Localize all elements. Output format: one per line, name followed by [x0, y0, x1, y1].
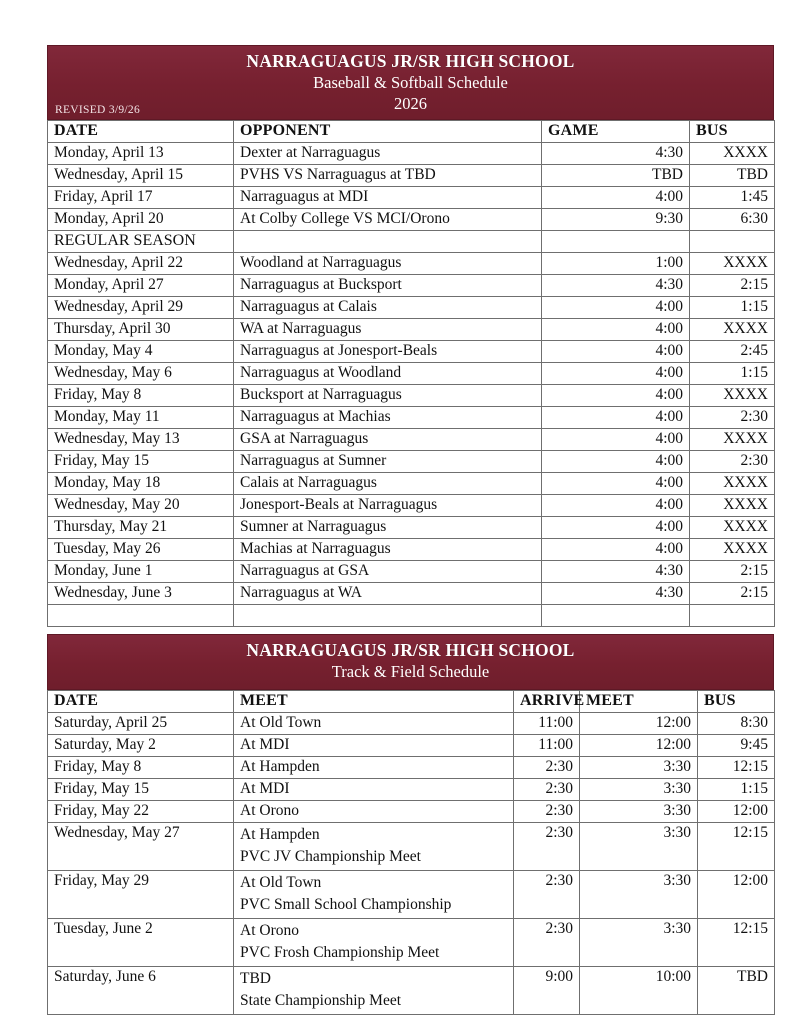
- cell-arrive: 2:30: [514, 800, 580, 822]
- cell-date: Monday, June 1: [48, 561, 234, 583]
- table-row: [48, 495, 775, 517]
- cell-game: 4:30: [542, 143, 690, 165]
- cell-date: Friday, May 22: [48, 800, 234, 822]
- cell-opponent: Narraguagus at MDI: [234, 187, 542, 209]
- cell-opponent: Narraguagus at Bucksport: [234, 275, 542, 297]
- cell-date: Thursday, April 30: [48, 319, 234, 341]
- cell-bus: 12:00: [698, 870, 775, 918]
- track-banner: [47, 634, 774, 690]
- header-bus: BUS: [698, 690, 775, 712]
- table-row: [48, 253, 775, 275]
- cell-bus: XXXX: [690, 385, 775, 407]
- cell-game: 4:00: [542, 517, 690, 539]
- table-row: [48, 297, 775, 319]
- cell-meet-line1: At Hampden: [240, 825, 320, 843]
- cell-meet-time: 3:30: [580, 822, 698, 870]
- cell-arrive: 2:30: [514, 756, 580, 778]
- cell-bus: XXXX: [690, 495, 775, 517]
- cell-meet-line2: PVC Small School Championship: [240, 895, 452, 913]
- table-row: [48, 473, 775, 495]
- cell-arrive: 2:30: [514, 822, 580, 870]
- cell-arrive: 11:00: [514, 734, 580, 756]
- cell-opponent: Sumner at Narraguagus: [234, 517, 542, 539]
- cell-bus: TBD: [690, 165, 775, 187]
- cell-game: 4:30: [542, 275, 690, 297]
- cell-opponent: PVHS VS Narraguagus at TBD: [234, 165, 542, 187]
- table-row: [48, 341, 775, 363]
- section-label-regular-season: REGULAR SEASON: [48, 231, 234, 253]
- spacer-row: [48, 605, 775, 627]
- table-row: [48, 385, 775, 407]
- cell-date: Wednesday, April 22: [48, 253, 234, 275]
- cell-game: TBD: [542, 165, 690, 187]
- cell-date: Wednesday, May 27: [48, 822, 234, 870]
- cell-meet: At Old Town: [234, 712, 514, 734]
- cell-date: Friday, May 15: [48, 778, 234, 800]
- table-row: [48, 583, 775, 605]
- cell-opponent: Calais at Narraguagus: [234, 473, 542, 495]
- cell-meet-line1: TBD: [240, 969, 271, 987]
- table-row: [48, 165, 775, 187]
- cell-bus: 12:15: [698, 822, 775, 870]
- cell-meet: [234, 918, 514, 966]
- cell-meet: At Orono: [234, 800, 514, 822]
- cell-game-empty: [542, 231, 690, 253]
- cell-date: Friday, May 8: [48, 756, 234, 778]
- table-row: [48, 275, 775, 297]
- cell-date: Monday, April 13: [48, 143, 234, 165]
- baseball-banner: [47, 45, 774, 120]
- cell-empty: [234, 605, 542, 627]
- cell-meet-time: 10:00: [580, 966, 698, 1014]
- cell-meet-time: 3:30: [580, 918, 698, 966]
- cell-game: 4:00: [542, 407, 690, 429]
- schedule-page: [47, 45, 774, 1015]
- cell-date: Tuesday, May 26: [48, 539, 234, 561]
- cell-bus: 1:15: [690, 363, 775, 385]
- cell-arrive: 2:30: [514, 870, 580, 918]
- table-row: [48, 143, 775, 165]
- cell-bus: 9:45: [698, 734, 775, 756]
- cell-meet-time: 3:30: [580, 756, 698, 778]
- cell-bus: XXXX: [690, 473, 775, 495]
- cell-game: 4:00: [542, 297, 690, 319]
- cell-bus: 2:15: [690, 561, 775, 583]
- cell-game: 4:00: [542, 429, 690, 451]
- cell-game: 4:00: [542, 539, 690, 561]
- track-school-title: NARRAGUAGUS JR/SR HIGH SCHOOL: [246, 640, 575, 661]
- cell-bus: 12:15: [698, 756, 775, 778]
- cell-opponent: Woodland at Narraguagus: [234, 253, 542, 275]
- cell-bus-empty: [690, 231, 775, 253]
- cell-date: Friday, May 29: [48, 870, 234, 918]
- cell-meet: At Hampden: [234, 756, 514, 778]
- cell-date: Tuesday, June 2: [48, 918, 234, 966]
- track-header-row: [48, 690, 775, 712]
- cell-bus: 6:30: [690, 209, 775, 231]
- cell-date: Monday, May 4: [48, 341, 234, 363]
- cell-date: Monday, May 11: [48, 407, 234, 429]
- cell-arrive: 2:30: [514, 778, 580, 800]
- cell-date: Wednesday, May 13: [48, 429, 234, 451]
- cell-empty: [48, 605, 234, 627]
- cell-opponent: GSA at Narraguagus: [234, 429, 542, 451]
- cell-opponent: Narraguagus at Jonesport-Beals: [234, 341, 542, 363]
- cell-bus: 1:15: [690, 297, 775, 319]
- cell-meet-line1: At Orono: [240, 921, 299, 939]
- baseball-body: [48, 143, 775, 627]
- cell-opponent: Narraguagus at WA: [234, 583, 542, 605]
- cell-bus: 2:30: [690, 451, 775, 473]
- cell-bus: XXXX: [690, 539, 775, 561]
- cell-bus: 12:15: [698, 918, 775, 966]
- header-date: DATE: [48, 121, 234, 143]
- baseball-header-row: [48, 121, 775, 143]
- table-row: [48, 918, 775, 966]
- table-row: [48, 363, 775, 385]
- table-row: [48, 800, 775, 822]
- revised-date-label: REVISED 3/9/26: [55, 104, 141, 117]
- baseball-school-title: NARRAGUAGUS JR/SR HIGH SCHOOL: [246, 51, 575, 71]
- cell-arrive: 9:00: [514, 966, 580, 1014]
- table-row: [48, 429, 775, 451]
- cell-date: Wednesday, May 20: [48, 495, 234, 517]
- cell-date: Friday, May 8: [48, 385, 234, 407]
- cell-game: 4:00: [542, 473, 690, 495]
- cell-meet: [234, 966, 514, 1014]
- cell-meet-line2: PVC JV Championship Meet: [240, 847, 421, 865]
- cell-meet-line2: State Championship Meet: [240, 991, 402, 1009]
- cell-game: 4:30: [542, 583, 690, 605]
- cell-empty: [690, 605, 775, 627]
- cell-bus: 1:15: [698, 778, 775, 800]
- cell-opponent: Narraguagus at Calais: [234, 297, 542, 319]
- table-row: [48, 712, 775, 734]
- cell-date: Friday, April 17: [48, 187, 234, 209]
- header-game: GAME: [542, 121, 690, 143]
- header-arrive: ARRIVE: [514, 690, 580, 712]
- cell-bus: XXXX: [690, 517, 775, 539]
- cell-opponent: Bucksport at Narraguagus: [234, 385, 542, 407]
- cell-game: 4:00: [542, 319, 690, 341]
- cell-game: 4:00: [542, 341, 690, 363]
- table-row: [48, 319, 775, 341]
- track-subtitle: Track & Field Schedule: [331, 662, 490, 682]
- table-row: [48, 539, 775, 561]
- cell-game: 9:30: [542, 209, 690, 231]
- track-body: [48, 712, 775, 1014]
- cell-bus: XXXX: [690, 429, 775, 451]
- cell-opponent: At Colby College VS MCI/Orono: [234, 209, 542, 231]
- cell-meet: [234, 822, 514, 870]
- table-row: [48, 966, 775, 1014]
- cell-meet: At MDI: [234, 734, 514, 756]
- header-meet-time: MEET: [580, 690, 698, 712]
- cell-date: Thursday, May 21: [48, 517, 234, 539]
- cell-opponent: Jonesport-Beals at Narraguagus: [234, 495, 542, 517]
- table-row: [48, 822, 775, 870]
- table-row: [48, 451, 775, 473]
- cell-date: Wednesday, June 3: [48, 583, 234, 605]
- cell-meet-time: 3:30: [580, 778, 698, 800]
- cell-date: Wednesday, May 6: [48, 363, 234, 385]
- cell-date: Friday, May 15: [48, 451, 234, 473]
- cell-bus: 12:00: [698, 800, 775, 822]
- table-row: [48, 734, 775, 756]
- cell-meet-line1: At Old Town: [240, 873, 322, 891]
- header-opponent: OPPONENT: [234, 121, 542, 143]
- cell-bus: XXXX: [690, 319, 775, 341]
- cell-date: Saturday, May 2: [48, 734, 234, 756]
- cell-date: Saturday, April 25: [48, 712, 234, 734]
- cell-date: Saturday, June 6: [48, 966, 234, 1014]
- baseball-schedule-table: [47, 120, 775, 627]
- cell-bus: XXXX: [690, 143, 775, 165]
- cell-bus: 2:15: [690, 583, 775, 605]
- cell-arrive: 11:00: [514, 712, 580, 734]
- section-gap: [47, 627, 774, 634]
- cell-opponent: Narraguagus at Woodland: [234, 363, 542, 385]
- cell-game: 4:00: [542, 495, 690, 517]
- cell-game: 4:00: [542, 451, 690, 473]
- cell-meet-time: 3:30: [580, 870, 698, 918]
- table-row: [48, 517, 775, 539]
- cell-meet-time: 3:30: [580, 800, 698, 822]
- table-row: [48, 561, 775, 583]
- cell-bus: XXXX: [690, 253, 775, 275]
- cell-meet-line2: PVC Frosh Championship Meet: [240, 943, 440, 961]
- baseball-year: 2026: [394, 93, 427, 113]
- cell-meet-time: 12:00: [580, 734, 698, 756]
- header-meet: MEET: [234, 690, 514, 712]
- cell-date: Wednesday, April 29: [48, 297, 234, 319]
- table-row: [48, 209, 775, 231]
- cell-opponent: Narraguagus at GSA: [234, 561, 542, 583]
- cell-bus: 1:45: [690, 187, 775, 209]
- header-date: DATE: [48, 690, 234, 712]
- cell-opponent-empty: [234, 231, 542, 253]
- cell-bus: 2:30: [690, 407, 775, 429]
- table-row: [48, 187, 775, 209]
- table-row: [48, 756, 775, 778]
- cell-date: Wednesday, April 15: [48, 165, 234, 187]
- cell-date: Monday, May 18: [48, 473, 234, 495]
- cell-empty: [542, 605, 690, 627]
- cell-arrive: 2:30: [514, 918, 580, 966]
- cell-game: 4:30: [542, 561, 690, 583]
- cell-meet: [234, 870, 514, 918]
- cell-opponent: Machias at Narraguagus: [234, 539, 542, 561]
- cell-game: 1:00: [542, 253, 690, 275]
- cell-game: 4:00: [542, 385, 690, 407]
- cell-game: 4:00: [542, 187, 690, 209]
- cell-opponent: Narraguagus at Sumner: [234, 451, 542, 473]
- cell-opponent: WA at Narraguagus: [234, 319, 542, 341]
- baseball-subtitle: Baseball & Softball Schedule: [313, 72, 508, 92]
- cell-date: Monday, April 20: [48, 209, 234, 231]
- cell-opponent: Narraguagus at Machias: [234, 407, 542, 429]
- cell-opponent: Dexter at Narraguagus: [234, 143, 542, 165]
- cell-date: Monday, April 27: [48, 275, 234, 297]
- cell-meet: At MDI: [234, 778, 514, 800]
- table-row: [48, 778, 775, 800]
- section-header-row: [48, 231, 775, 253]
- cell-bus: 2:45: [690, 341, 775, 363]
- cell-bus: 8:30: [698, 712, 775, 734]
- header-bus: BUS: [690, 121, 775, 143]
- cell-game: 4:00: [542, 363, 690, 385]
- cell-bus: TBD: [698, 966, 775, 1014]
- table-row: [48, 407, 775, 429]
- cell-meet-time: 12:00: [580, 712, 698, 734]
- table-row: [48, 870, 775, 918]
- track-schedule-table: [47, 690, 775, 1015]
- cell-bus: 2:15: [690, 275, 775, 297]
